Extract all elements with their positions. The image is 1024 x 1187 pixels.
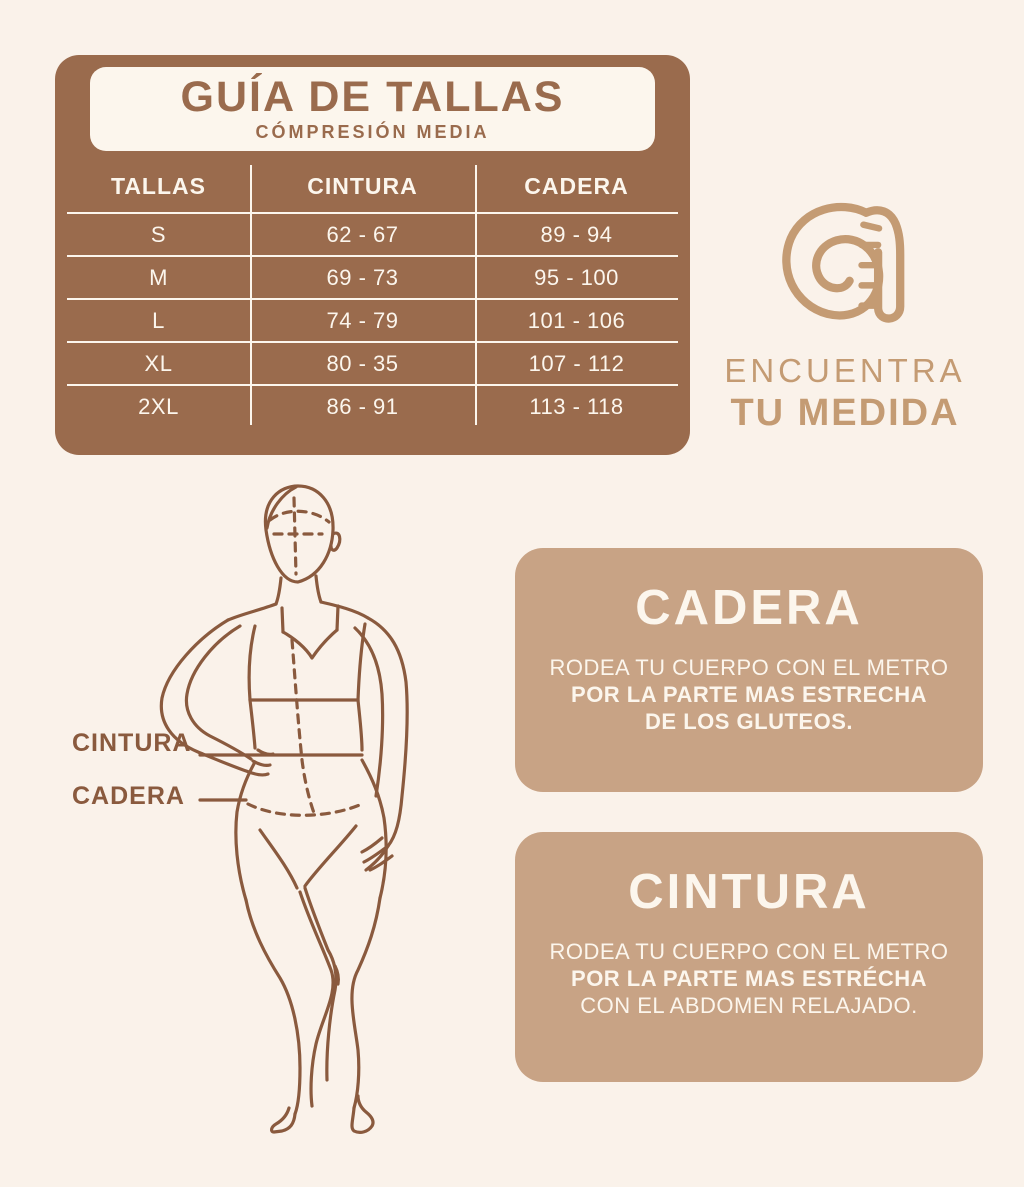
- cell-cintura: 69 - 73: [326, 264, 399, 290]
- brand-line-encuentra: ENCUENTRA: [724, 352, 966, 389]
- info-box-title: CINTURA: [628, 865, 870, 919]
- cell-talla: M: [149, 264, 168, 290]
- table-header-row: [67, 161, 678, 212]
- info-line: DE LOS GLUTEOS.: [645, 709, 853, 734]
- info-box-body: [515, 654, 983, 735]
- body-figure: [50, 478, 470, 1187]
- info-line: RODEA TU CUERPO CON EL METRO: [549, 655, 949, 680]
- table-row: [67, 255, 678, 298]
- info-line: POR LA PARTE MAS ESTRÉCHA: [571, 966, 927, 991]
- cell-talla: L: [152, 307, 165, 333]
- cell-cadera: 113 - 118: [529, 393, 624, 419]
- cell-cadera: 101 - 106: [527, 307, 626, 333]
- title-card: [90, 67, 655, 151]
- table-column-divider: [475, 165, 477, 425]
- size-table: [67, 161, 678, 427]
- info-box-title: CADERA: [635, 581, 863, 635]
- info-line: CON EL ABDOMEN RELAJADO.: [580, 993, 918, 1018]
- info-box-cadera: [515, 548, 983, 792]
- info-line: RODEA TU CUERPO CON EL METRO: [549, 939, 949, 964]
- info-box-cintura: [515, 832, 983, 1082]
- cell-cintura: 74 - 79: [326, 307, 399, 333]
- size-guide-panel: [55, 55, 690, 455]
- cell-talla: 2XL: [138, 393, 179, 419]
- woman-outline-illustration: [50, 478, 470, 1187]
- info-line: POR LA PARTE MAS ESTRECHA: [571, 682, 927, 707]
- column-header-tallas: TALLAS: [110, 173, 206, 199]
- brand-line-tu-medida: TU MEDIDA: [730, 392, 960, 434]
- table-row: [67, 341, 678, 384]
- column-header-cadera: CADERA: [524, 173, 629, 199]
- measuring-tape-icon: [776, 196, 914, 338]
- cell-talla: XL: [144, 350, 173, 376]
- cell-cintura: 80 - 35: [326, 350, 399, 376]
- cell-talla: S: [150, 221, 167, 247]
- find-your-size-block: [700, 196, 990, 435]
- page-subtitle: CÓMPRESIÓN MEDIA: [255, 122, 490, 143]
- page-title: GUÍA DE TALLAS: [180, 72, 565, 121]
- hip-label: CADERA: [72, 782, 185, 810]
- table-row: [67, 298, 678, 341]
- cell-cadera: 107 - 112: [528, 350, 625, 376]
- cell-cintura: 86 - 91: [326, 393, 399, 419]
- waist-label: CINTURA: [72, 729, 192, 757]
- table-row: [67, 384, 678, 427]
- cell-cintura: 62 - 67: [326, 221, 399, 247]
- column-header-cintura: CINTURA: [307, 173, 418, 199]
- cell-cadera: 95 - 100: [534, 264, 619, 290]
- cell-cadera: 89 - 94: [540, 221, 613, 247]
- info-box-body: [515, 938, 983, 1019]
- table-column-divider: [250, 165, 252, 425]
- table-row: [67, 212, 678, 255]
